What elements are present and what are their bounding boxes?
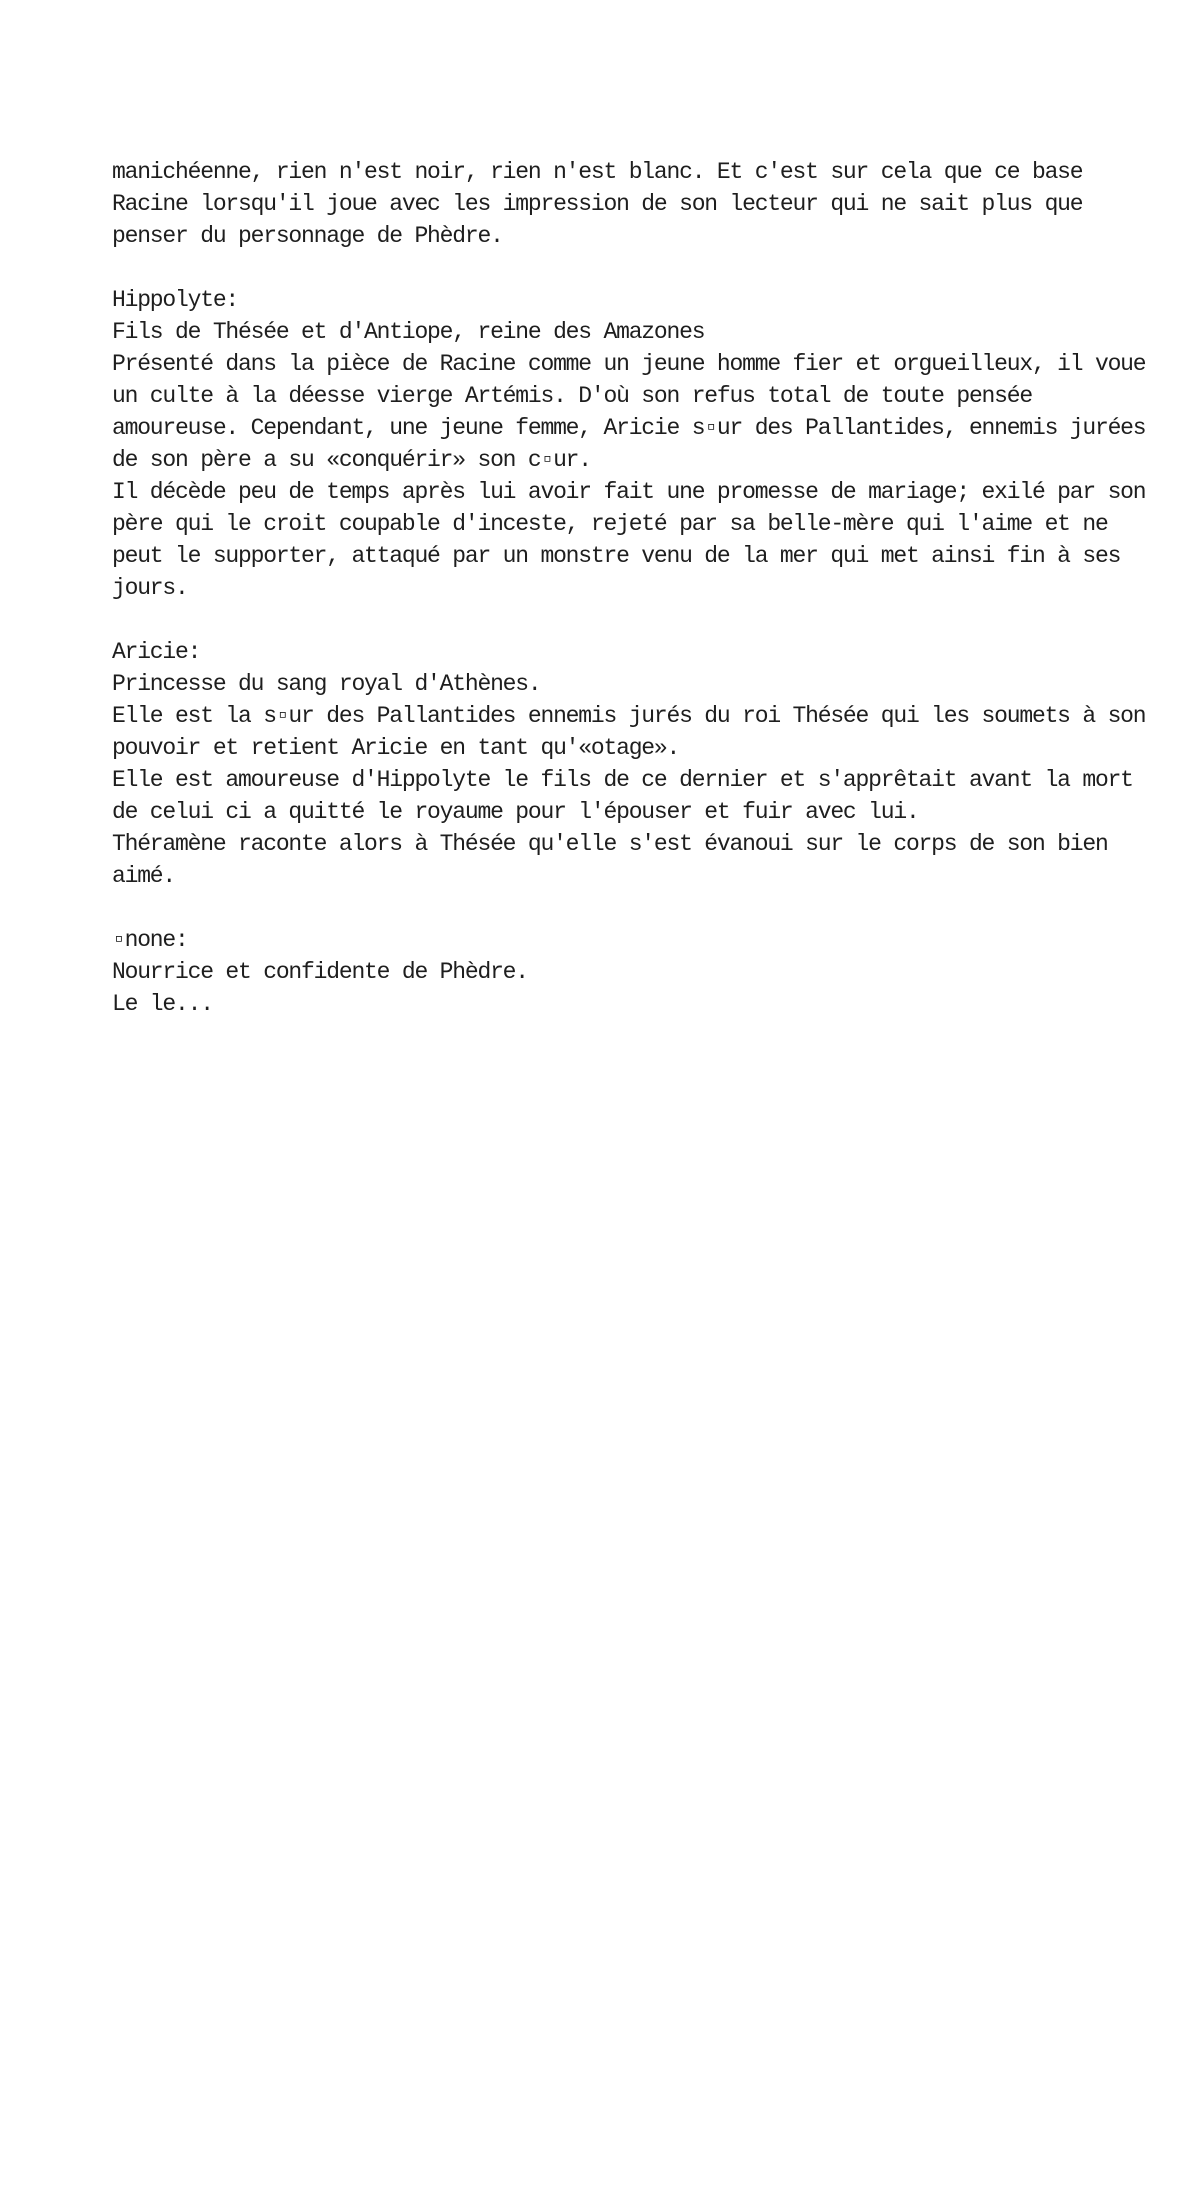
section-heading: ▫none: [112, 927, 188, 953]
text-line: Théramène raconte alors à Thésée qu'elle s'est évanoui sur le corps de son bien [112, 831, 1108, 857]
text-line: pouvoir et retient Aricie en tant qu'«otage». [112, 735, 680, 761]
text-line: amoureuse. Cependant, une jeune femme, Aricie s▫ur des Pallantides, ennemis jurées [112, 415, 1146, 441]
text-line: Le le... [112, 991, 213, 1017]
text-line: Elle est amoureuse d'Hippolyte le fils de ce dernier et s'apprêtait avant la mort [112, 767, 1133, 793]
text-line: de son père a su «conquérir» son c▫ur. [112, 447, 591, 473]
text-line: jours. [112, 575, 188, 601]
text-line: aimé. [112, 863, 176, 889]
text-line: peut le supporter, attaqué par un monstre venu de la mer qui met ainsi fin à ses [112, 543, 1121, 569]
paragraph-hippolyte [112, 284, 1146, 604]
text-line: un culte à la déesse vierge Artémis. D'où son refus total de toute pensée [112, 383, 1032, 409]
text-line: Il décède peu de temps après lui avoir fait une promesse de mariage; exilé par son [112, 479, 1146, 505]
text-line: de celui ci a quitté le royaume pour l'épouser et fuir avec lui. [112, 799, 919, 825]
section-heading: Hippolyte: [112, 287, 239, 313]
text-line: Racine lorsqu'il joue avec les impression de son lecteur qui ne sait plus que [112, 191, 1083, 217]
text-line: Elle est la s▫ur des Pallantides ennemis jurés du roi Thésée qui les soumets à son [112, 703, 1146, 729]
text-line: Nourrice et confidente de Phèdre. [112, 959, 528, 985]
paragraph-oenone [112, 924, 1112, 1020]
text-line: penser du personnage de Phèdre. [112, 223, 503, 249]
document-page [112, 156, 1146, 1052]
text-line: père qui le croit coupable d'inceste, rejeté par sa belle-mère qui l'aime et ne [112, 511, 1108, 537]
paragraph-aricie [112, 636, 1146, 892]
text-line: Fils de Thésée et d'Antiope, reine des Amazones [112, 319, 705, 345]
paragraph-intro [112, 156, 1112, 252]
text-line: Présenté dans la pièce de Racine comme un jeune homme fier et orgueilleux, il voue [112, 351, 1146, 377]
text-line: Princesse du sang royal d'Athènes. [112, 671, 541, 697]
section-heading: Aricie: [112, 639, 201, 665]
text-line: manichéenne, rien n'est noir, rien n'est blanc. Et c'est sur cela que ce base [112, 159, 1083, 185]
